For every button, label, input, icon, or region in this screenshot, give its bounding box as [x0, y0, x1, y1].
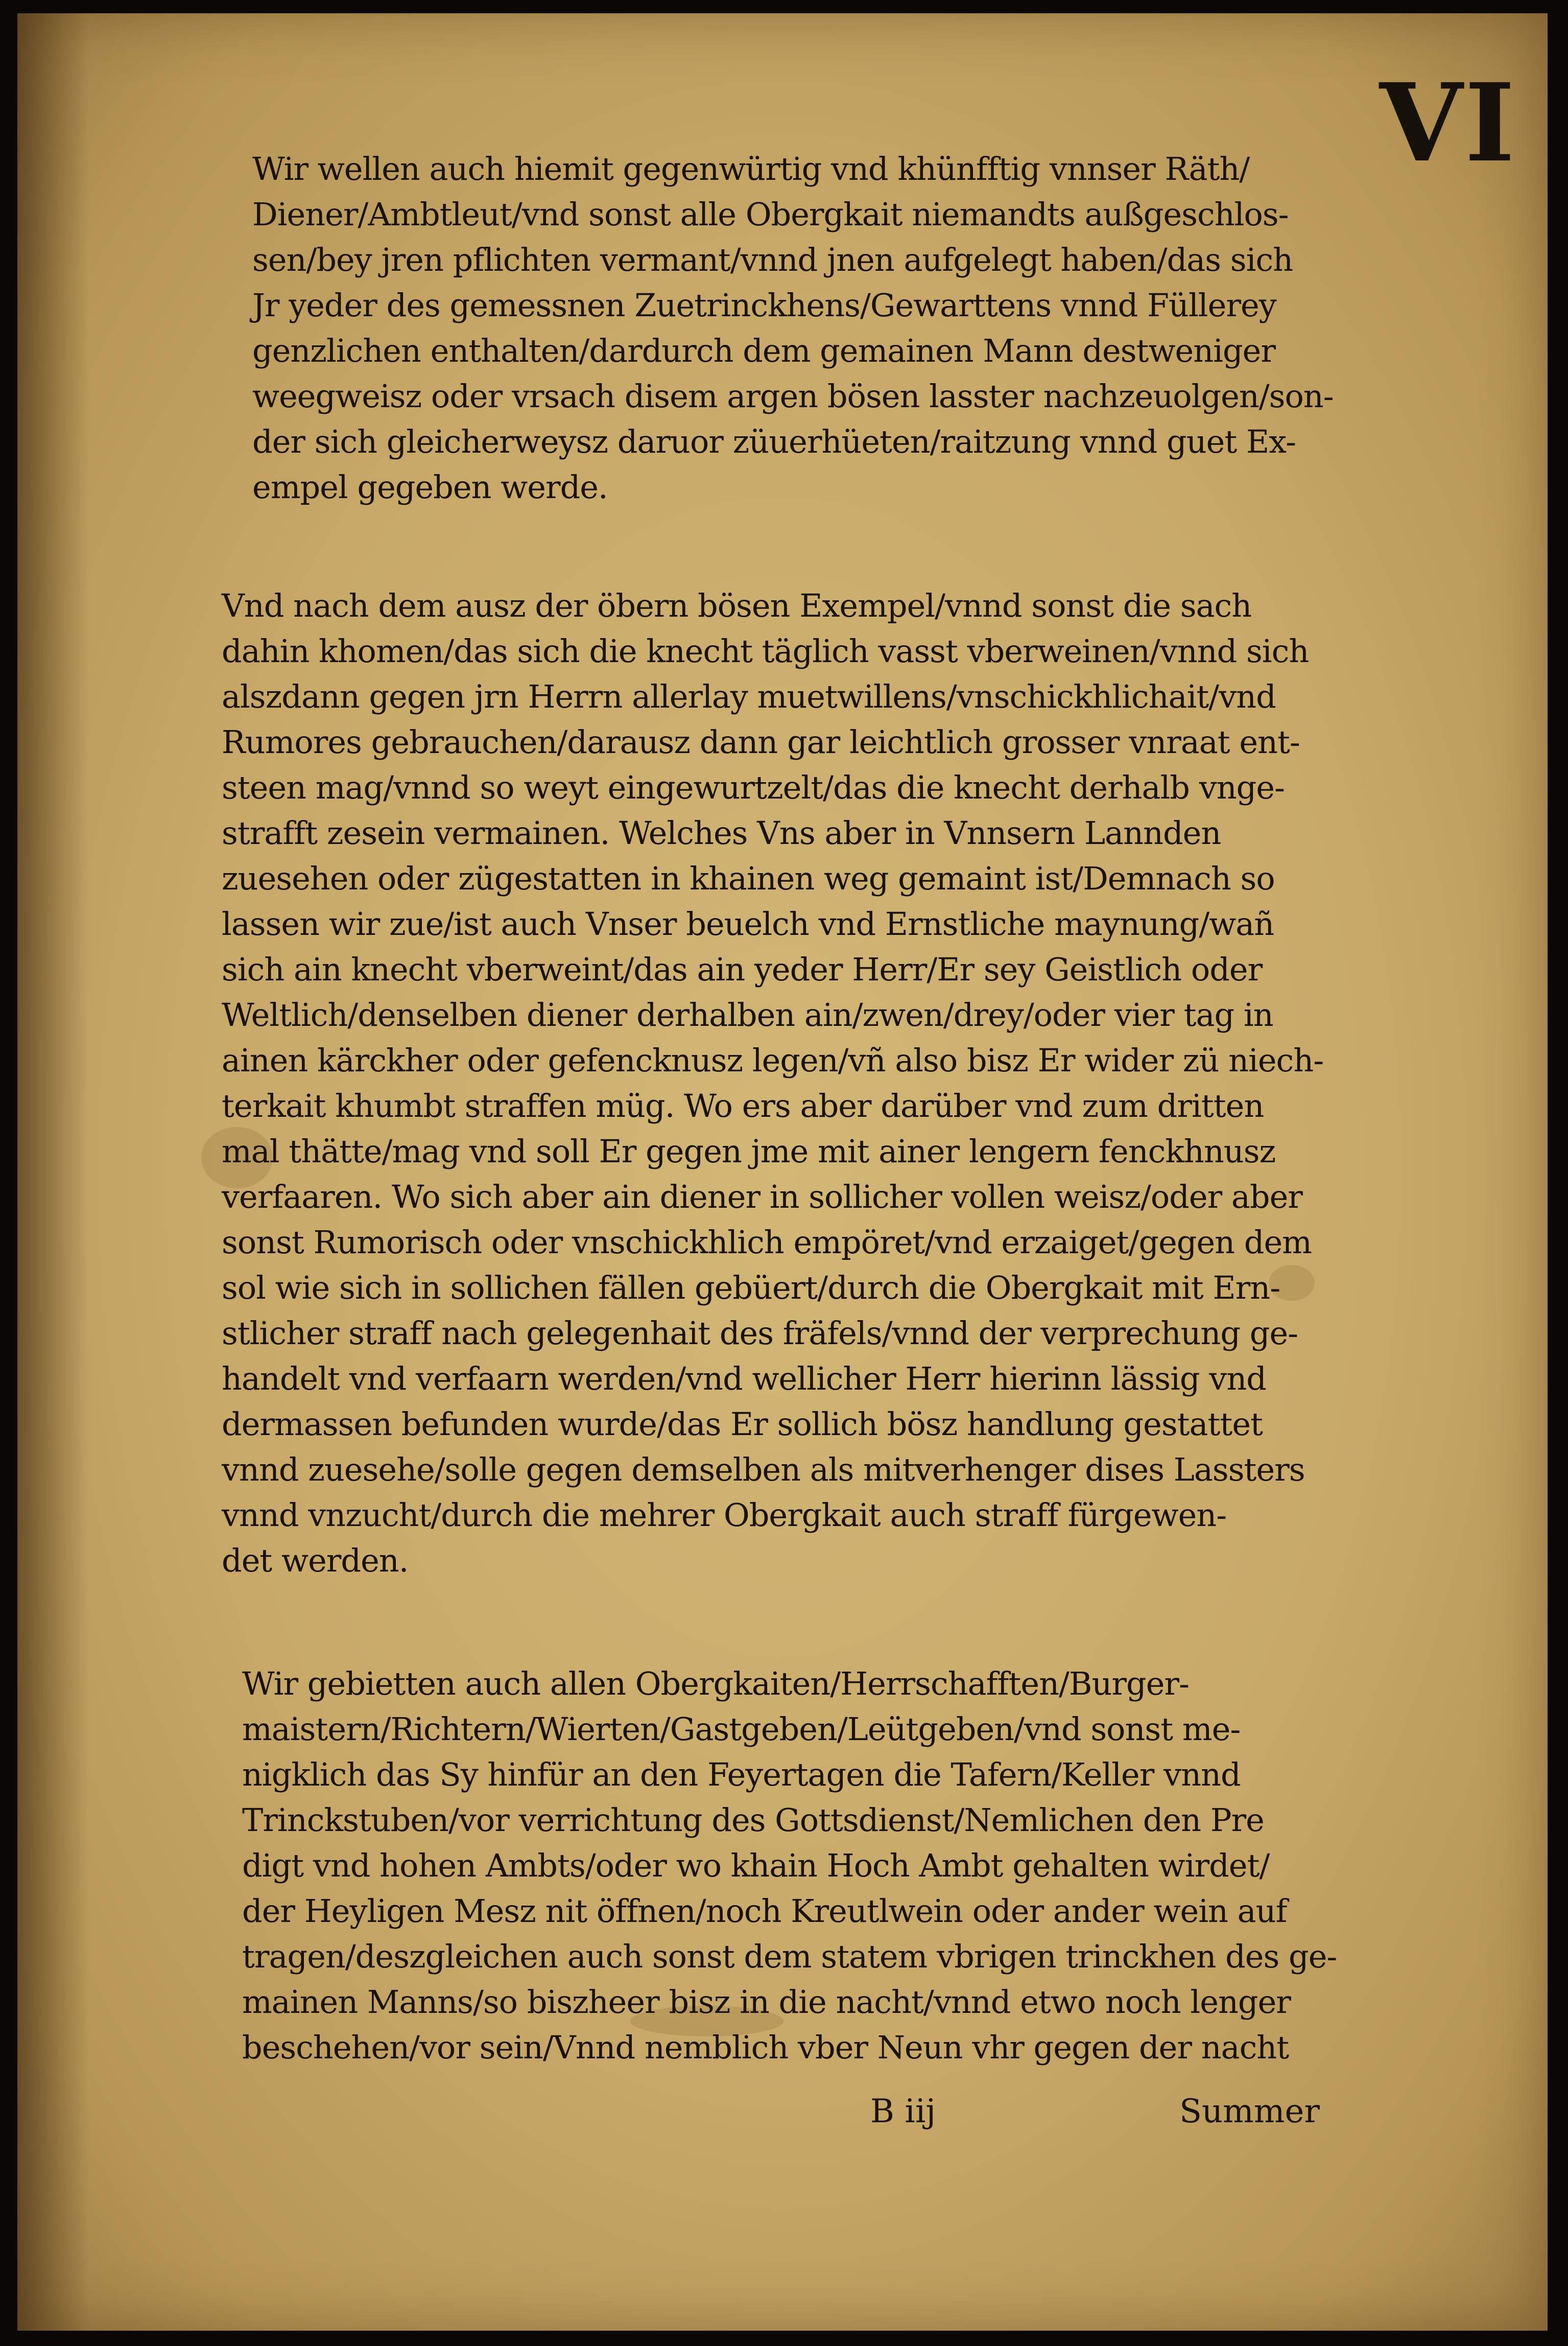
- catchword: Summer: [1179, 2093, 1320, 2130]
- text-line: vnnd vnzucht/durch die mehrer Obergkait auch straff fürgewen-: [222, 1496, 1227, 1534]
- text-line: alszdann gegen jrn Herrn allerlay muetwillens/vnschickhlichait/vnd: [222, 678, 1276, 715]
- text-line: der Heyligen Mesz nit öffnen/noch Kreutlwein oder ander wein auf: [242, 1892, 1287, 1930]
- text-line: lassen wir zue/ist auch Vnser beuelch vnd Ernstliche maynung/wañ: [222, 905, 1274, 943]
- text-line: Vnd nach dem ausz der öbern bösen Exempel/vnnd sonst die sach: [222, 587, 1252, 624]
- page-footer: [835, 2093, 1320, 2144]
- paragraph-officials: [252, 146, 1334, 510]
- text-line: Diener/Ambtleut/vnd sonst alle Obergkait niemandts außgeschlos-: [252, 196, 1289, 233]
- text-line: beschehen/vor sein/Vnnd nemblich vber Neun vhr gegen der nacht: [242, 2029, 1289, 2066]
- text-line: zuesehen oder zügestatten in khainen weg gemaint ist/Demnach so: [222, 860, 1275, 897]
- text-line: Jr yeder des gemessnen Zuetrinckhens/Gewarttens vnnd Füllerey: [252, 287, 1276, 324]
- text-line: maistern/Richtern/Wierten/Gastgeben/Leütgeben/vnd sonst me-: [242, 1710, 1241, 1748]
- text-line: sen/bey jren pflichten vermant/vnnd jnen aufgelegt haben/das sich: [252, 241, 1293, 278]
- text-line: weegweisz oder vrsach disem argen bösen lasster nachzeuolgen/son-: [252, 378, 1334, 415]
- text-line: det werden.: [222, 1542, 409, 1579]
- text-line: strafft zesein vermainen. Welches Vns aber in Vnnsern Lannden: [222, 814, 1221, 852]
- text-line: Trinckstuben/vor verrichtung des Gottsdienst/Nemlichen den Pre: [242, 1801, 1264, 1839]
- text-line: terkait khumbt straffen müg. Wo ers aber darüber vnd zum dritten: [222, 1087, 1264, 1124]
- text-line: empel gegeben werde.: [252, 468, 608, 506]
- text-line: tragen/deszgleichen auch sonst dem statem vbrigen trinckhen des ge-: [242, 1938, 1337, 1975]
- text-line: stlicher straff nach gelegenhait des fräfels/vnnd der verprechung ge-: [222, 1315, 1298, 1352]
- text-line: vnnd zuesehe/solle gegen demselben als mitverhenger dises Lassters: [222, 1451, 1305, 1488]
- text-line: Wir wellen auch hiemit gegenwürtig vnd khünfftig vnnser Räth/: [252, 150, 1250, 187]
- gutter-shadow: [17, 13, 89, 2331]
- text-line: ainen kärckher oder gefencknusz legen/vñ also bisz Er wider zü niech-: [222, 1042, 1324, 1079]
- book-page: [17, 13, 1548, 2331]
- text-line: sonst Rumorisch oder vnschickhlich empöret/vnd erzaiget/gegen dem: [222, 1224, 1312, 1261]
- text-line: nigklich das Sy hinfür an den Feyertagen die Tafern/Keller vnnd: [242, 1756, 1241, 1793]
- paragraph-servants: [222, 583, 1324, 1583]
- text-line: handelt vnd verfaarn werden/vnd wellicher Herr hierinn lässig vnd: [222, 1360, 1266, 1397]
- text-line: Weltlich/denselben diener derhalben ain/zwen/drey/oder vier tag in: [222, 996, 1273, 1034]
- text-line: dahin khomen/das sich die knecht täglich vasst vberweinen/vnnd sich: [222, 632, 1309, 670]
- text-line: digt vnd hohen Ambts/oder wo khain Hoch Ambt gehalten wirdet/: [242, 1847, 1270, 1884]
- text-line: der sich gleicherweysz daruor züuerhüeten/raitzung vnnd guet Ex-: [252, 423, 1296, 460]
- folio-number: VI: [1379, 60, 1517, 186]
- text-line: verfaaren. Wo sich aber ain diener in sollicher vollen weisz/oder aber: [222, 1178, 1302, 1215]
- text-line: mal thätte/mag vnd soll Er gegen jme mit ainer lengern fenckhnusz: [222, 1133, 1276, 1170]
- text-line: dermassen befunden wurde/das Er sollich bösz handlung gestattet: [222, 1405, 1263, 1443]
- paragraph-taverns: [242, 1661, 1337, 2070]
- text-line: Wir gebietten auch allen Obergkaiten/Herrschafften/Burger-: [242, 1665, 1189, 1702]
- text-line: genzlichen enthalten/dardurch dem gemainen Mann destweniger: [252, 332, 1275, 369]
- text-line: mainen Manns/so biszheer bisz in die nacht/vnnd etwo noch lenger: [242, 1983, 1291, 2021]
- text-line: sich ain knecht vberweint/das ain yeder Herr/Er sey Geistlich oder: [222, 951, 1263, 988]
- text-line: steen mag/vnnd so weyt eingewurtzelt/das die knecht derhalb vnge-: [222, 769, 1285, 806]
- text-line: Rumores gebrauchen/darausz dann gar leichtlich grosser vnraat ent-: [222, 723, 1300, 761]
- signature-mark: B iij: [870, 2093, 936, 2130]
- text-line: sol wie sich in sollichen fällen gebüert/durch die Obergkait mit Ern-: [222, 1269, 1280, 1306]
